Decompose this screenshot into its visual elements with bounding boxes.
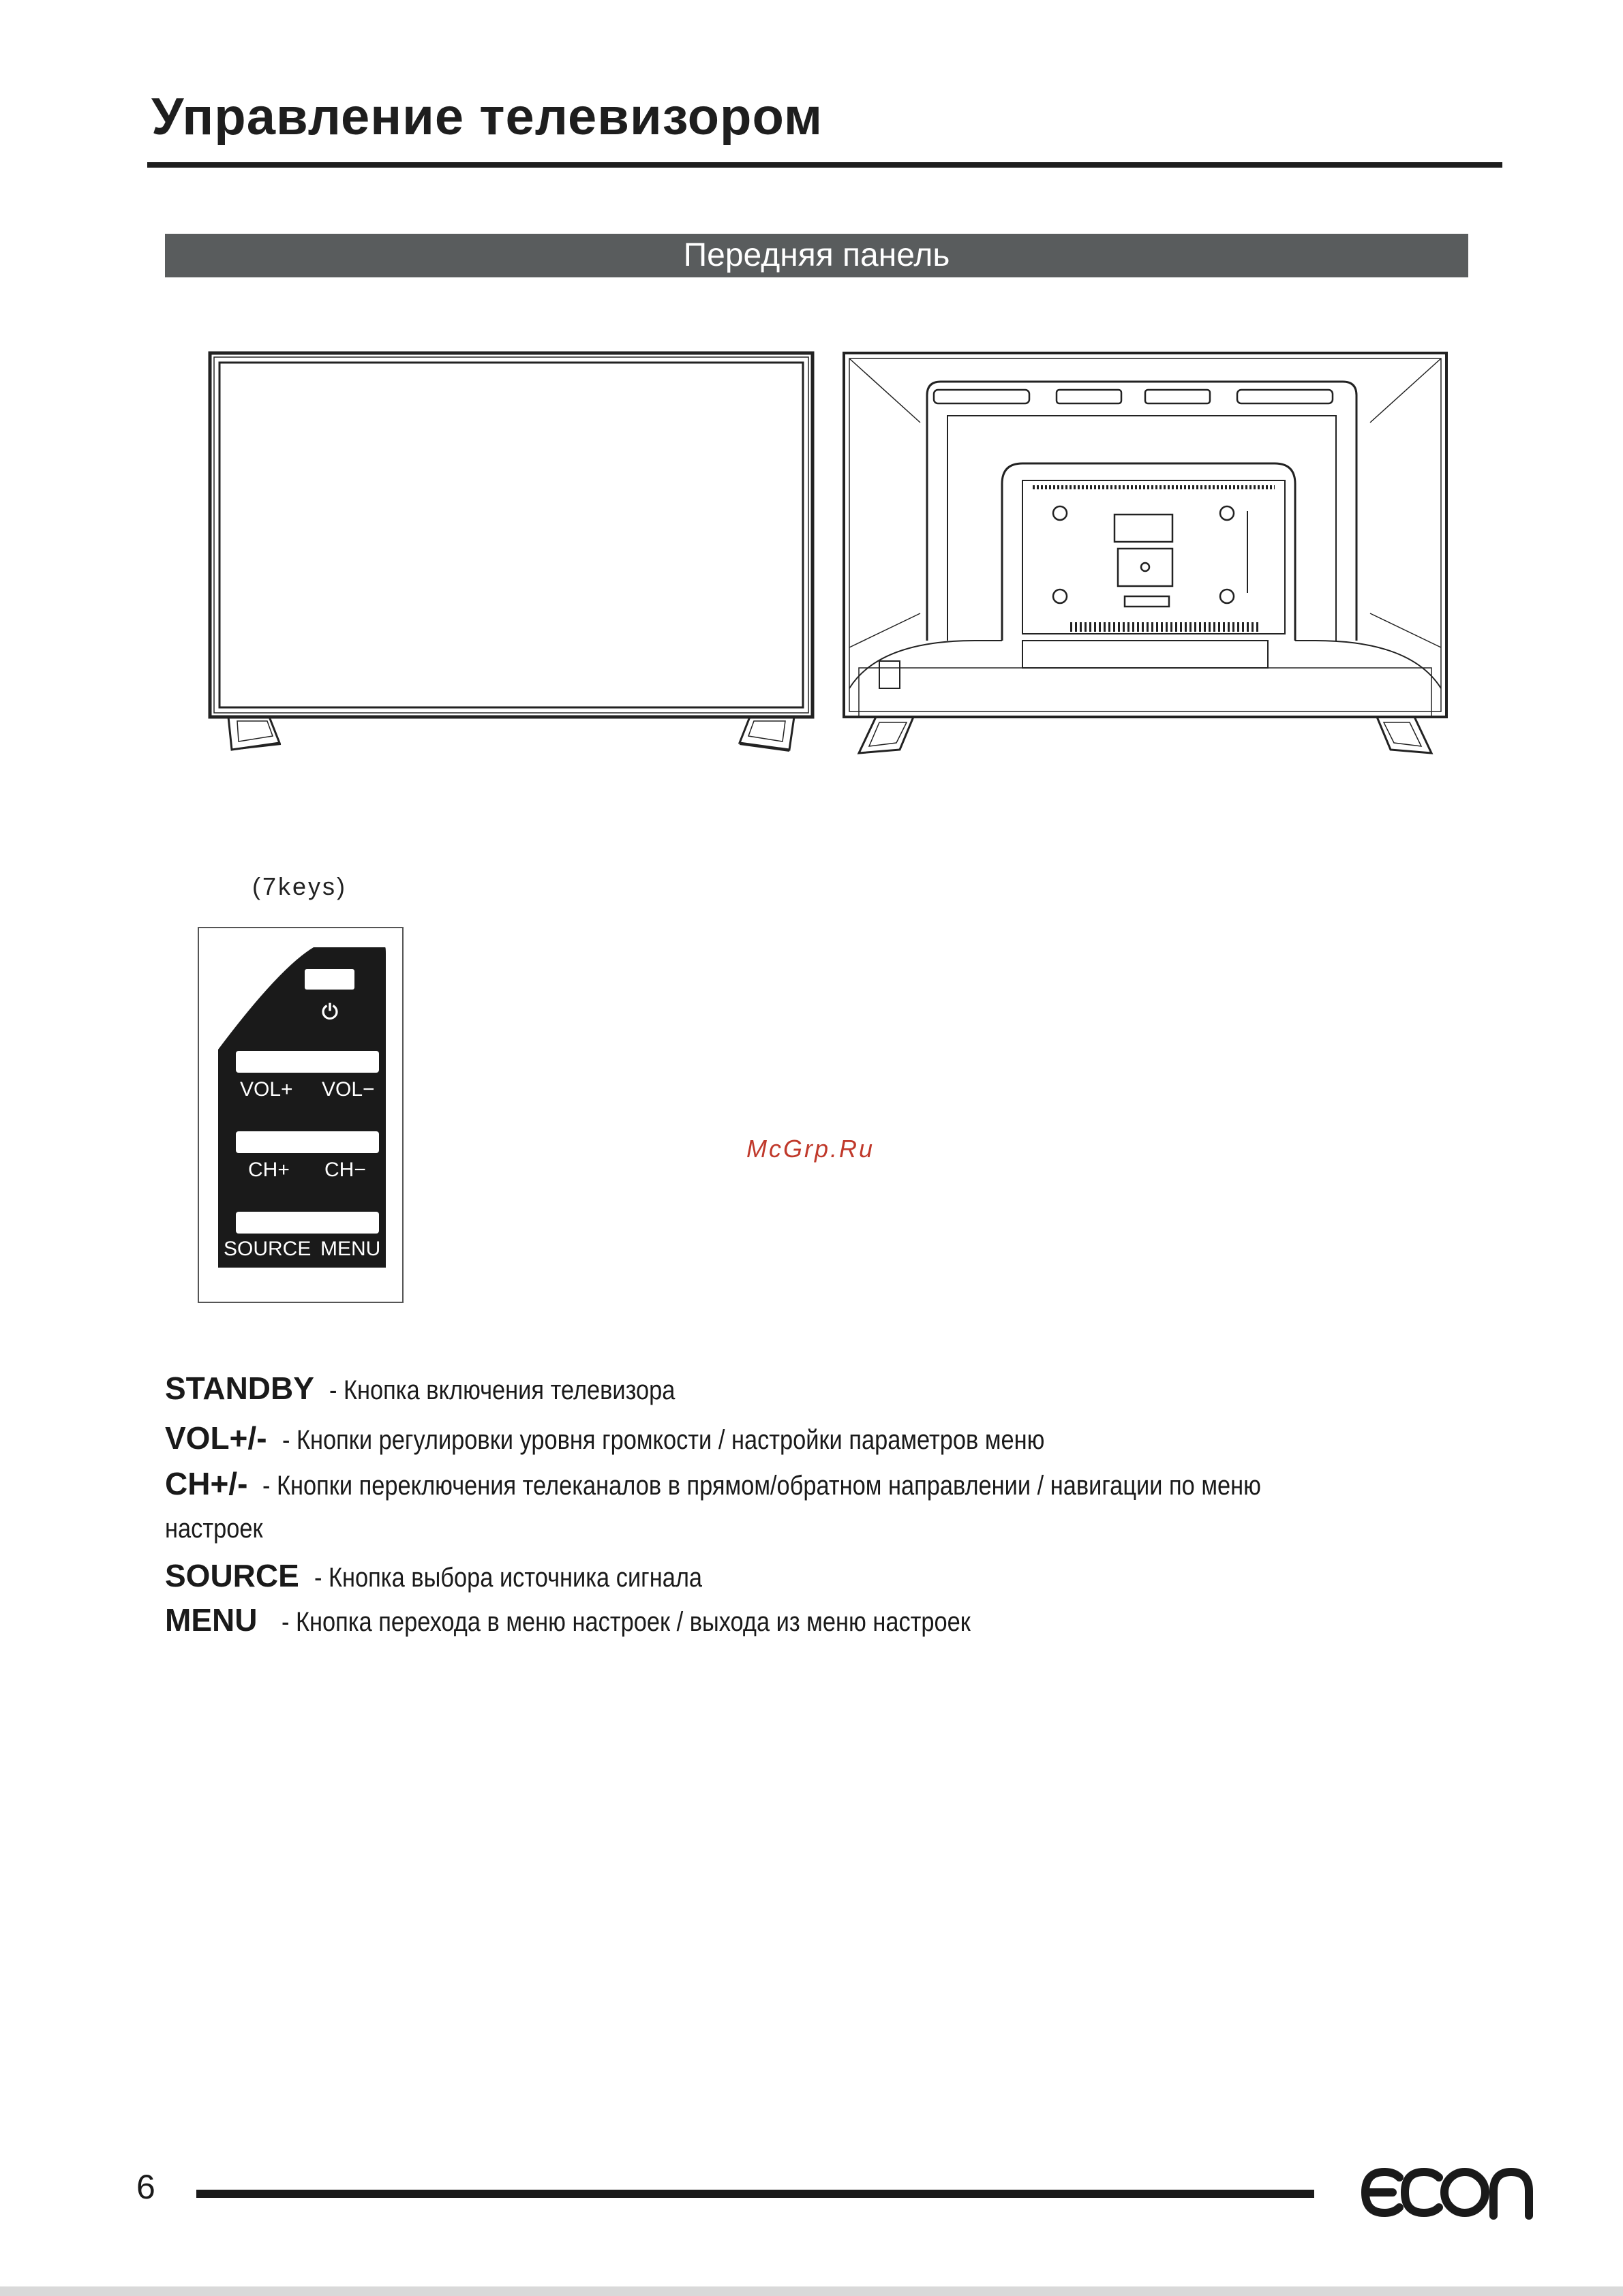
power-icon: ⏻: [322, 1000, 338, 1024]
tv-back-illustration: [838, 348, 1452, 760]
description-source: [165, 1557, 765, 1594]
description-text: - Кнопка включения телевизора: [329, 1375, 676, 1405]
description-text: - Кнопки регулировки уровня громкости / настройки параметров меню: [282, 1425, 1044, 1455]
ch-plus-label: CH+: [248, 1159, 290, 1181]
description-text: настроек: [165, 1514, 263, 1544]
description-vol: [165, 1420, 1168, 1456]
tv-front-illustration: [204, 348, 818, 760]
description-text: - Кнопка выбора источника сигнала: [314, 1563, 702, 1593]
description-key: MENU: [165, 1602, 258, 1638]
econ-logo: [1360, 2164, 1537, 2222]
description-key: VOL+/-: [165, 1420, 267, 1456]
description-menu: [165, 1602, 1083, 1638]
page-title: Управление телевизором: [151, 88, 823, 146]
vol-minus-label: VOL−: [322, 1078, 375, 1101]
keypad-diagram: [198, 927, 404, 1303]
section-header: Передняя панель: [165, 234, 1468, 277]
description-key: STANDBY: [165, 1371, 314, 1406]
menu-label: MENU: [320, 1238, 381, 1260]
ch-minus-label: CH−: [324, 1159, 366, 1181]
vol-plus-label: VOL+: [240, 1078, 293, 1101]
description-ch: [165, 1465, 1424, 1502]
description-key: CH+/-: [165, 1466, 248, 1501]
description-standby: [165, 1370, 731, 1407]
keypad-caption: (7keys): [252, 872, 348, 900]
description-key: SOURCE: [165, 1558, 299, 1593]
page-number: 6: [136, 2168, 155, 2206]
description-text: - Кнопки переключения телеканалов в прямом/обратном направлении / навигации по меню: [262, 1471, 1262, 1501]
description-ch-continued: [165, 1512, 279, 1544]
title-divider: [147, 162, 1502, 168]
page-edge: [0, 2286, 1623, 2296]
source-label: SOURCE: [224, 1238, 312, 1260]
watermark: McGrp.Ru: [746, 1135, 875, 1163]
footer-divider: [196, 2190, 1314, 2198]
description-text: - Кнопка перехода в меню настроек / выхода из меню настроек: [282, 1607, 971, 1637]
